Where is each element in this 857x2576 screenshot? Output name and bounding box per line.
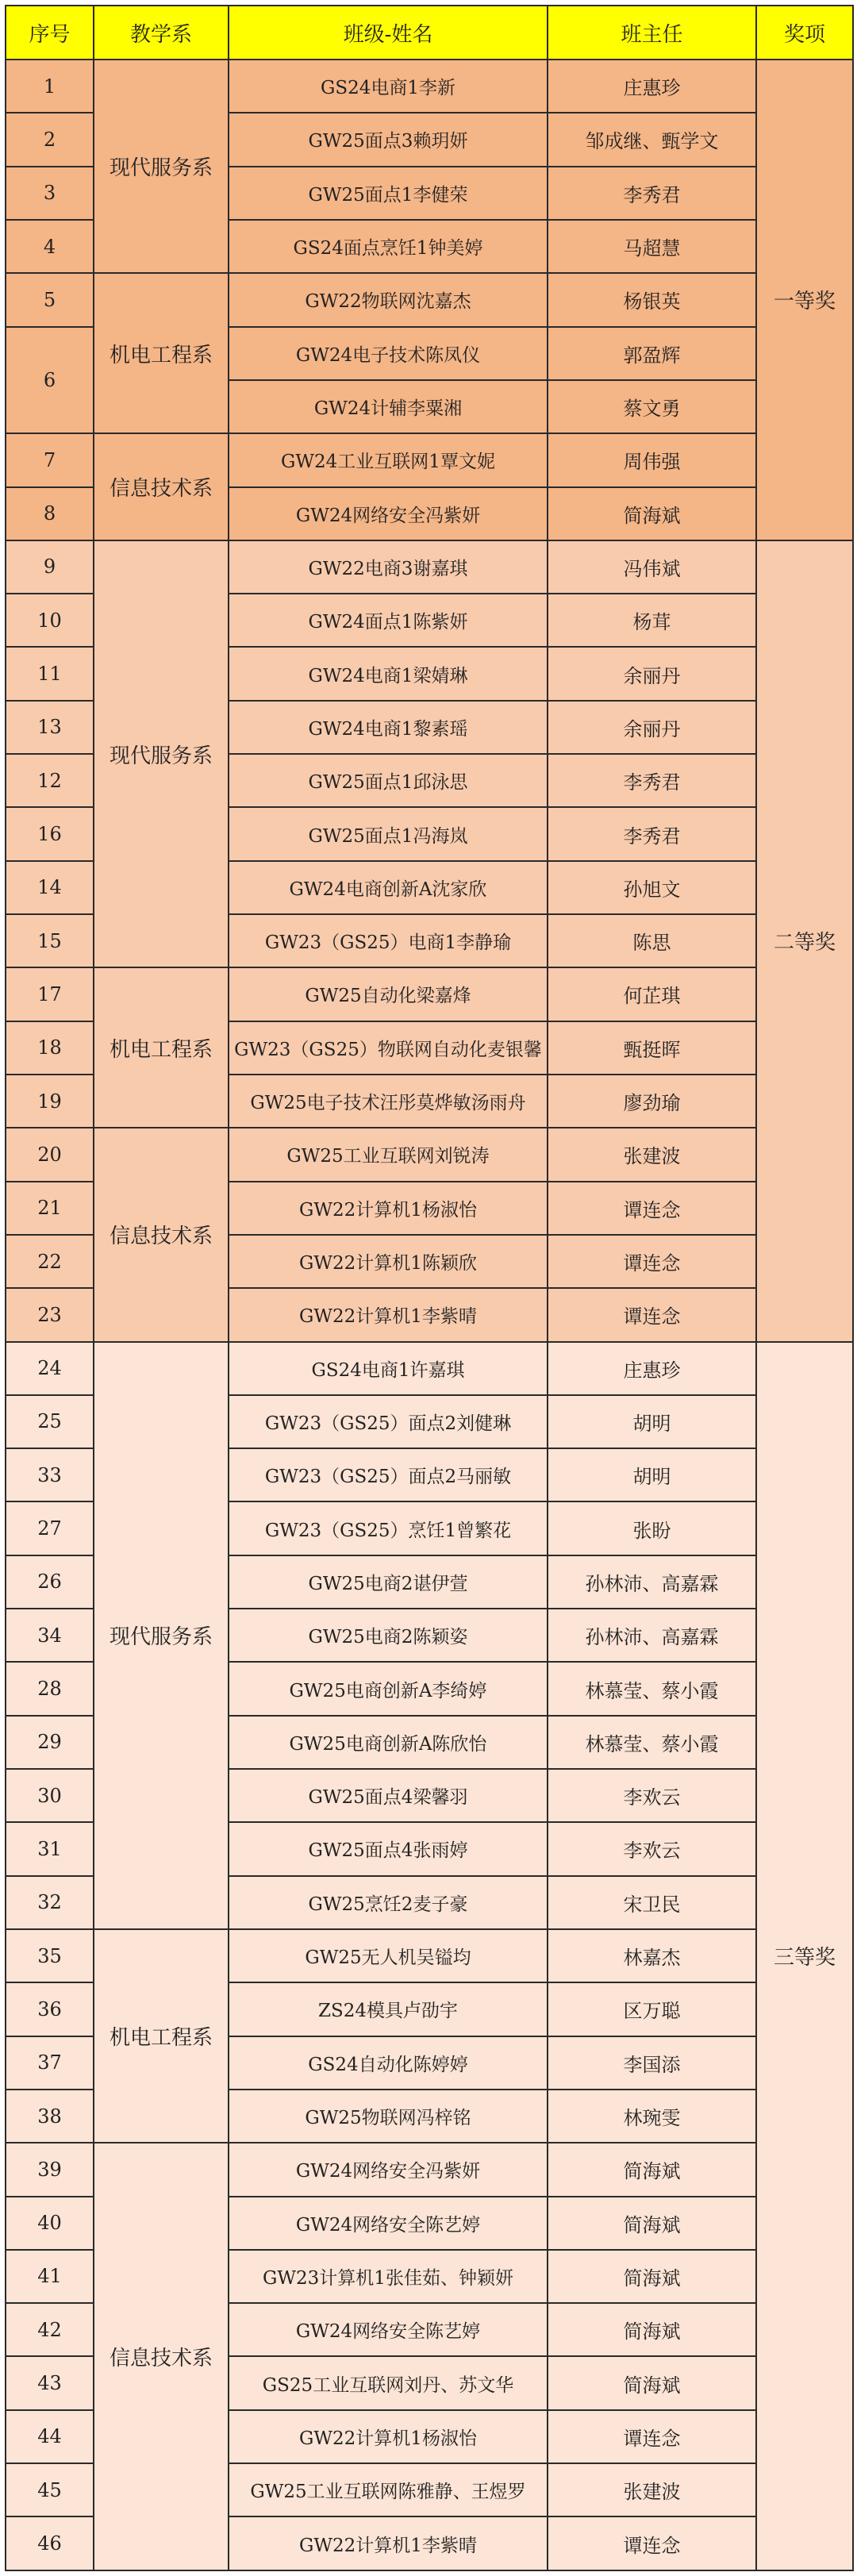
cell-class-name: GW22电商3谢嘉琪 (229, 540, 548, 594)
cell-teacher: 孙林沛、高嘉霖 (548, 1609, 756, 1662)
cell-department: 现代服务系 (94, 60, 229, 273)
cell-class-name: GW24网络安全陈艺婷 (229, 2303, 548, 2356)
table-row (6, 1929, 853, 1982)
cell-no: 13 (6, 701, 94, 754)
cell-class-name: GW25工业互联网陈雅静、王煜罗 (229, 2463, 548, 2516)
cell-class-name: GW25电商2陈颖姿 (229, 1609, 548, 1662)
cell-teacher: 孙旭文 (548, 861, 756, 914)
cell-teacher: 孙林沛、高嘉霖 (548, 1555, 756, 1609)
cell-class-name: GS24面点烹饪1钟美婷 (229, 220, 548, 273)
table-body (6, 60, 853, 2570)
cell-no: 46 (6, 2516, 94, 2570)
cell-teacher: 简海斌 (548, 2303, 756, 2356)
cell-no: 29 (6, 1716, 94, 1769)
cell-no: 37 (6, 2036, 94, 2090)
cell-no: 28 (6, 1662, 94, 1715)
cell-class-name: GW24电商1黎素瑶 (229, 701, 548, 754)
cell-no: 41 (6, 2250, 94, 2303)
header-class-name: 班级-姓名 (229, 6, 548, 60)
cell-no: 16 (6, 807, 94, 860)
cell-class-name: GW25电商2谌伊萱 (229, 1555, 548, 1609)
cell-class-name: GW23（GS25）烹饪1曾繁花 (229, 1501, 548, 1555)
cell-teacher: 邹成继、甄学文 (548, 113, 756, 166)
cell-teacher: 胡明 (548, 1448, 756, 1501)
cell-department: 机电工程系 (94, 967, 229, 1128)
cell-class-name: GW24电子技术陈凤仪 (229, 327, 548, 380)
cell-teacher: 李欢云 (548, 1769, 756, 1822)
table-row (6, 433, 853, 486)
cell-department: 信息技术系 (94, 433, 229, 540)
cell-class-name: GW25电商创新A陈欣怡 (229, 1716, 548, 1769)
cell-teacher: 郭盈辉 (548, 327, 756, 380)
cell-class-name: GW22计算机1李紫晴 (229, 2516, 548, 2570)
cell-teacher: 谭连念 (548, 2410, 756, 2463)
cell-teacher: 马超慧 (548, 220, 756, 273)
cell-no: 6 (6, 327, 94, 434)
cell-class-name: GW24电商1梁婧琳 (229, 647, 548, 700)
cell-no: 15 (6, 914, 94, 967)
cell-class-name: GW23（GS25）电商1李静瑜 (229, 914, 548, 967)
cell-class-name: GW25电商创新A李绮婷 (229, 1662, 548, 1715)
cell-award: 三等奖 (756, 1342, 853, 2571)
cell-class-name: GW25面点1邱泳思 (229, 754, 548, 807)
cell-teacher: 余丽丹 (548, 647, 756, 700)
cell-class-name: GW24网络安全冯紫妍 (229, 2143, 548, 2196)
cell-teacher: 庄惠珍 (548, 1342, 756, 1395)
cell-class-name: GW25电子技术汪彤莫烨敏汤雨舟 (229, 1075, 548, 1128)
cell-teacher: 周伟强 (548, 433, 756, 486)
cell-no: 8 (6, 487, 94, 540)
cell-class-name: GW22物联网沈嘉杰 (229, 273, 548, 326)
table-row (6, 2143, 853, 2196)
cell-class-name: GW25面点4梁馨羽 (229, 1769, 548, 1822)
cell-no: 26 (6, 1555, 94, 1609)
header-teacher: 班主任 (548, 6, 756, 60)
cell-award: 二等奖 (756, 540, 853, 1342)
table-row (6, 967, 853, 1021)
cell-no: 19 (6, 1075, 94, 1128)
cell-department: 机电工程系 (94, 1929, 229, 2143)
cell-no: 24 (6, 1342, 94, 1395)
cell-no: 12 (6, 754, 94, 807)
cell-teacher: 廖劲瑜 (548, 1075, 756, 1128)
cell-no: 14 (6, 861, 94, 914)
cell-class-name: GW24网络安全陈艺婷 (229, 2197, 548, 2250)
cell-teacher: 谭连念 (548, 2516, 756, 2570)
cell-teacher: 林嘉杰 (548, 1929, 756, 1982)
cell-class-name: GS24自动化陈婷婷 (229, 2036, 548, 2090)
cell-teacher: 冯伟斌 (548, 540, 756, 594)
cell-teacher: 李秀君 (548, 754, 756, 807)
cell-teacher: 林慕莹、蔡小霞 (548, 1716, 756, 1769)
cell-teacher: 何芷琪 (548, 967, 756, 1021)
header-department: 教学系 (94, 6, 229, 60)
cell-class-name: GW22计算机1杨淑怡 (229, 1182, 548, 1235)
cell-class-name: GW25面点3赖玥妍 (229, 113, 548, 166)
cell-no: 18 (6, 1021, 94, 1075)
cell-no: 23 (6, 1288, 94, 1341)
cell-teacher: 李秀君 (548, 807, 756, 860)
cell-class-name: GW24网络安全冯紫妍 (229, 487, 548, 540)
cell-teacher: 李欢云 (548, 1822, 756, 1875)
cell-no: 21 (6, 1182, 94, 1235)
cell-class-name: GW25烹饪2麦子豪 (229, 1876, 548, 1929)
cell-teacher: 谭连念 (548, 1182, 756, 1235)
cell-class-name: GW22计算机1杨淑怡 (229, 2410, 548, 2463)
cell-teacher: 陈思 (548, 914, 756, 967)
cell-class-name: GW23计算机1张佳茹、钟颖妍 (229, 2250, 548, 2303)
cell-teacher: 宋卫民 (548, 1876, 756, 1929)
cell-teacher: 林慕莹、蔡小霞 (548, 1662, 756, 1715)
cell-no: 4 (6, 220, 94, 273)
cell-class-name: GW22计算机1陈颖欣 (229, 1235, 548, 1288)
cell-teacher: 甄挺晖 (548, 1021, 756, 1075)
cell-no: 32 (6, 1876, 94, 1929)
cell-no: 45 (6, 2463, 94, 2516)
cell-no: 9 (6, 540, 94, 594)
cell-class-name: GW25面点1冯海岚 (229, 807, 548, 860)
cell-class-name: GW23（GS25）物联网自动化麦银馨 (229, 1021, 548, 1075)
cell-department: 现代服务系 (94, 540, 229, 968)
cell-no: 20 (6, 1128, 94, 1181)
table-row (6, 273, 853, 326)
cell-no: 22 (6, 1235, 94, 1288)
cell-teacher: 谭连念 (548, 1288, 756, 1341)
cell-class-name: GW24计辅李粟湘 (229, 380, 548, 433)
cell-no: 7 (6, 433, 94, 486)
cell-class-name: GW23（GS25）面点2刘健琳 (229, 1395, 548, 1448)
cell-class-name: GS24电商1李新 (229, 60, 548, 113)
cell-teacher: 简海斌 (548, 2143, 756, 2196)
cell-class-name: GW23（GS25）面点2马丽敏 (229, 1448, 548, 1501)
cell-class-name: GW22计算机1李紫晴 (229, 1288, 548, 1341)
cell-teacher: 简海斌 (548, 2356, 756, 2409)
cell-no: 36 (6, 1982, 94, 2036)
header-row (6, 6, 853, 60)
cell-department: 信息技术系 (94, 2143, 229, 2570)
cell-teacher: 张盼 (548, 1501, 756, 1555)
cell-class-name: GW24电商创新A沈家欣 (229, 861, 548, 914)
cell-no: 5 (6, 273, 94, 326)
cell-no: 42 (6, 2303, 94, 2356)
cell-award: 一等奖 (756, 60, 853, 540)
cell-class-name: GW25无人机吴镒均 (229, 1929, 548, 1982)
table-row (6, 1128, 853, 1181)
cell-class-name: GW24面点1陈紫妍 (229, 594, 548, 647)
cell-teacher: 余丽丹 (548, 701, 756, 754)
cell-class-name: GS24电商1许嘉琪 (229, 1342, 548, 1395)
cell-teacher: 林琬雯 (548, 2090, 756, 2143)
award-table (5, 5, 854, 2571)
cell-teacher: 庄惠珍 (548, 60, 756, 113)
cell-no: 2 (6, 113, 94, 166)
cell-no: 1 (6, 60, 94, 113)
cell-no: 33 (6, 1448, 94, 1501)
cell-no: 17 (6, 967, 94, 1021)
cell-class-name: GW25物联网冯梓铭 (229, 2090, 548, 2143)
cell-teacher: 杨茸 (548, 594, 756, 647)
cell-class-name: GW25面点1李健荣 (229, 167, 548, 220)
table-row (6, 60, 853, 113)
cell-class-name: GW24工业互联网1覃文妮 (229, 433, 548, 486)
cell-class-name: GS25工业互联网刘丹、苏文华 (229, 2356, 548, 2409)
cell-no: 10 (6, 594, 94, 647)
cell-teacher: 张建波 (548, 2463, 756, 2516)
cell-teacher: 蔡文勇 (548, 380, 756, 433)
cell-teacher: 张建波 (548, 1128, 756, 1181)
cell-teacher: 区万聪 (548, 1982, 756, 2036)
table-row (6, 1342, 853, 1395)
cell-no: 25 (6, 1395, 94, 1448)
cell-no: 3 (6, 167, 94, 220)
cell-no: 39 (6, 2143, 94, 2196)
cell-teacher: 杨银英 (548, 273, 756, 326)
cell-department: 机电工程系 (94, 273, 229, 433)
cell-no: 30 (6, 1769, 94, 1822)
header-no: 序号 (6, 6, 94, 60)
cell-department: 信息技术系 (94, 1128, 229, 1341)
cell-no: 27 (6, 1501, 94, 1555)
cell-class-name: GW25自动化梁嘉烽 (229, 967, 548, 1021)
cell-teacher: 胡明 (548, 1395, 756, 1448)
cell-teacher: 简海斌 (548, 487, 756, 540)
cell-teacher: 简海斌 (548, 2197, 756, 2250)
table-row (6, 540, 853, 594)
cell-teacher: 李秀君 (548, 167, 756, 220)
cell-no: 43 (6, 2356, 94, 2409)
cell-no: 31 (6, 1822, 94, 1875)
cell-class-name: GW25工业互联网刘锐涛 (229, 1128, 548, 1181)
header-award: 奖项 (756, 6, 853, 60)
cell-no: 34 (6, 1609, 94, 1662)
cell-class-name: GW25面点4张雨婷 (229, 1822, 548, 1875)
cell-no: 44 (6, 2410, 94, 2463)
cell-no: 35 (6, 1929, 94, 1982)
cell-class-name: ZS24模具卢劭宇 (229, 1982, 548, 2036)
cell-teacher: 谭连念 (548, 1235, 756, 1288)
cell-no: 38 (6, 2090, 94, 2143)
cell-no: 40 (6, 2197, 94, 2250)
cell-teacher: 李国添 (548, 2036, 756, 2090)
cell-no: 11 (6, 647, 94, 700)
cell-department: 现代服务系 (94, 1342, 229, 1929)
cell-teacher: 简海斌 (548, 2250, 756, 2303)
